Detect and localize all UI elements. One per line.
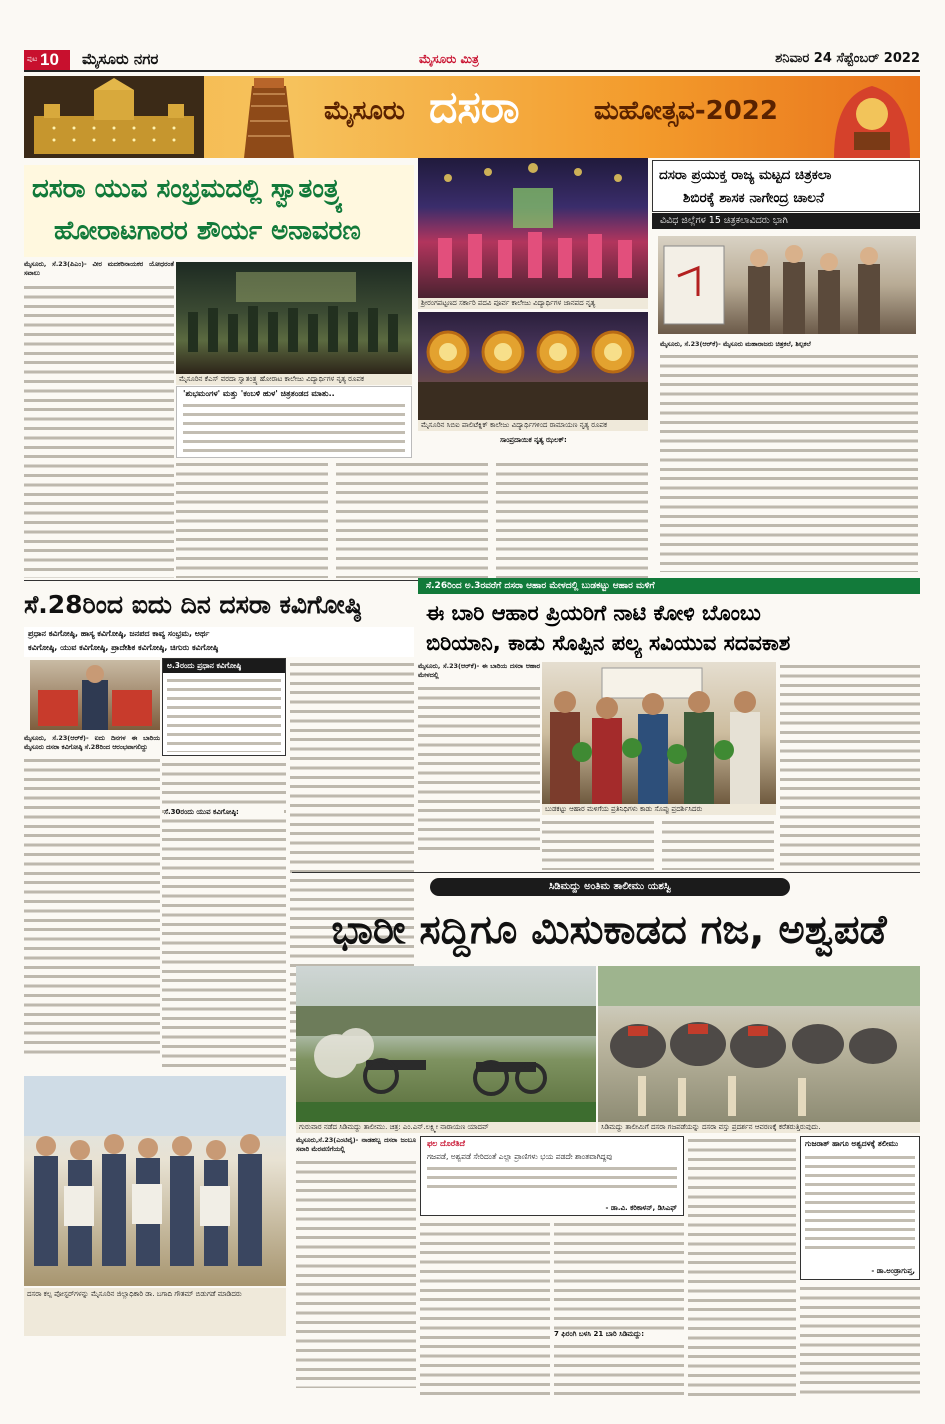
sidebar-text-lines <box>167 676 281 752</box>
story5-text-col3 <box>554 1220 684 1400</box>
officials-with-posters <box>30 660 160 730</box>
headline-line-2: ಶಿಬಿರಕ್ಕೆ ಶಾಸಕ ನಾಗೇಂದ್ರ ಚಾಲನೆ <box>683 190 825 206</box>
story5-photo-elephants <box>598 966 920 1122</box>
text-lines <box>24 283 174 578</box>
quote-title: 'ಶುಭಮಂಗಳ' ಮತ್ತು 'ಕಂಬಳಿ ಹುಳ' ಚಿತ್ರತಂಡದ ಮಾತು.. <box>183 389 335 398</box>
story5-photo-cannons <box>296 966 596 1122</box>
section-title: ಮೈಸೂರು ನಗರ <box>82 50 159 68</box>
story5-strap: ಸಿಡಿಮದ್ದು ಅಂತಿಮ ತಾಲೀಮು ಯಶಸ್ವಿ <box>430 878 790 896</box>
quote-box-lines <box>427 1164 677 1194</box>
elephant-procession <box>598 966 920 1122</box>
story2-strap: ವಿವಿಧ ಜಿಲ್ಲೆಗಳ 15 ಚಿತ್ರಕಲಾವಿದರು ಭಾಗಿ <box>652 213 920 229</box>
story-painting-camp-headline <box>652 160 920 212</box>
story3-headline: ಸೆ.28ರಿಂದ ಐದು ದಿನ ದಸರಾ ಕವಿಗೋಷ್ಠಿ <box>24 590 362 619</box>
banner-word-dasara: ದಸರಾ <box>429 82 520 133</box>
story5-headline: ಭಾರೀ ಸದ್ದಿಗೂ ಮಿಸುಕಾಡದ ಗಜ, ಅಶ್ವಪಡೆ <box>331 907 887 953</box>
page-number: 10 <box>40 50 59 69</box>
story4-headline <box>418 598 920 658</box>
group-holding-posters <box>24 1076 286 1286</box>
text-lines <box>176 460 650 578</box>
page-label: ಪುಟ <box>27 55 38 63</box>
sidebar-title: ಅ.3ರಂದು ಪ್ರಧಾನ ಕವಿಗೋಷ್ಠಿ <box>163 659 285 673</box>
story1-quote-box <box>176 386 412 458</box>
story4-text-col3 <box>780 662 920 870</box>
text-lines <box>24 756 160 1056</box>
quote-box-text: ಗಜಪಡೆ, ಅಶ್ವಪಡೆ ಸೇರಿದಂತೆ ಎಲ್ಲಾ ಪ್ರಾಣಿಗಳು ಭಯ ಪಡದೇ ಶಾಂತವಾಗಿದ್ದವು <box>427 1152 613 1161</box>
headline-line-1: ದಸರಾ ಯುವ ಸಂಭ್ರಮದಲ್ಲಿ ಸ್ವಾತಂತ್ರ್ಯ <box>32 174 344 204</box>
story4-byline: ಮೈಸೂರು, ಸೆ.23(ಆರ್‌ಕೆ)- ಈ ಬಾರಿಯ ದಸರಾ ಆಹಾರ ಮೇಳದಲ್ಲಿ <box>418 662 540 680</box>
page-number-badge <box>24 50 70 70</box>
story1-subhead: ಸಾಂಪ್ರದಾಯಿಕ ನೃತ್ಯ ಝಲಕ್: <box>500 436 567 444</box>
story2-byline: ಮೈಸೂರು, ಸೆ.23(ಆರ್‌ಕೆ)- ಮೈಸೂರು ಮಹಾರಾಜರು ಚಿತ್ರಕಲೆ, ಶಿಲ್ಪಕಲೆ <box>660 340 811 348</box>
people-with-leaves <box>542 662 776 804</box>
jamboo-savari-illustration <box>824 76 920 158</box>
right-box-signature: - ಡಾ.ಅಂಡ್ರಾಗುಪ್ತ, <box>871 1267 915 1275</box>
story5-subhead: 7 ಫಿರಂಗಿ ಬಳಸಿ 21 ಬಾರಿ ಸಿಡಿಮದ್ದು: <box>554 1330 684 1341</box>
quote-box-title: ಫಲ ದೊರೆತಿದೆ <box>427 1139 465 1148</box>
story1-photo-lion-masks <box>418 312 648 420</box>
story5-photo2-caption: ಸಿಡಿಮದ್ದು ತಾಲೀಮಿಗೆ ದಸರಾ ಗಜಪಡೆಯನ್ನು ದಸರಾ ವಸ್ತು ಪ್ರದರ್ಶನ ಆವರಣಕ್ಕೆ ಕರೆತರುತ್ತಿರುವುದು. <box>598 1122 920 1133</box>
paper-name: ಮೈಸೂರು ಮಿತ್ರ <box>419 52 479 66</box>
story5-byline: ಮೈಸೂರು,ಸೆ.23(ಎಂಟಿವೈ)- ನಾಡಹಬ್ಬ ದಸರಾ ಜಂಬೂ ಸವಾರಿ ಮೆರವಣಿಗೆಯಲ್ಲಿ <box>296 1136 416 1154</box>
story1-photo1-caption: ಮೈಸೂರಿನ ಕೆಎಸ್ ವರದಾ ಸ್ವಾತಂತ್ರ್ಯ ಹೋರಾಟ ಕಾಲೇಜು ವಿದ್ಯಾರ್ಥಿಗಳ ನೃತ್ಯ ರೂಪಕ <box>176 374 412 385</box>
story1-photo-folk-dance <box>418 158 648 298</box>
story3-byline: ಮೈಸೂರು, ಸೆ.23(ಆರ್‌ಕೆ)- ಐದು ದಿನಗಳ ಈ ಬಾರಿಯ ಮೈಸೂರು ದಸರಾ ಕವಿಗೋಷ್ಠಿ ಸೆ.28ರಿಂದ ಆರಂಭವಾಗಲಿದ್ದು <box>24 734 160 752</box>
story3-text-col2 <box>162 760 286 1072</box>
story3-photo-poster-release <box>30 660 160 730</box>
story5-text-col2 <box>420 1220 550 1400</box>
headline-line-2: ಹೋರಾಟಗಾರರ ಶೌರ್ಯ ಅನಾವರಣ <box>54 216 361 246</box>
story3-subhead: ಸೆ.30ರಂದು ಯುವ ಕವಿಗೋಷ್ಠಿ: <box>164 808 284 819</box>
headline-line-1: ದಸರಾ ಪ್ರಯುಕ್ತ ರಾಜ್ಯ ಮಟ್ಟದ ಚಿತ್ರಕಲಾ <box>659 167 832 183</box>
headline-line-2: ಬಿರಿಯಾನಿ, ಕಾಡು ಸೊಪ್ಪಿನ ಪಲ್ಯ ಸವಿಯುವ ಸದವಕಾಶ <box>426 631 791 655</box>
story4-photo-tribal-food <box>542 662 776 804</box>
lion-mask-dancers <box>418 312 648 420</box>
strap-line-1: ಪ್ರಧಾನ ಕವಿಗೋಷ್ಠಿ, ಹಾಸ್ಯ ಕವಿಗೋಷ್ಠಿ, ಜನಪದ ಕಾವ್ಯ ಸಂಭ್ರಮ, ಅರ್ಥ <box>28 629 210 638</box>
story4-text-col1 <box>418 662 540 858</box>
strap-line-2: ಕವಿಗೋಷ್ಠಿ, ಯುವ ಕವಿಗೋಷ್ಠಿ, ಪ್ರಾದೇಶಿಕ ಕವಿಗೋಷ್ಠಿ, ಚಿಗುರು ಕವಿಗೋಷ್ಠಿ <box>28 643 219 652</box>
story3-text-col1 <box>24 734 160 1072</box>
quote-box-signature: - ಡಾ.ವಿ. ಕರಿಕಾಳನ್, ಡಿಸಿಎಫ್ <box>605 1204 677 1212</box>
palace-illustration <box>24 76 204 158</box>
text-lines <box>296 1158 416 1388</box>
story3-sidebar <box>162 658 286 756</box>
story3-photo-caption: ದಸರಾ ಕಲ್ಪ ಪೋಸ್ಟರ್‌ಗಳನ್ನು ಮೈಸೂರಿನ ಜಿಲ್ಲಾಧಿಕಾರಿ ಡಾ. ಬಗಾದಿ ಗೌತಮ್ ಬಿಡುಗಡೆ ಮಾಡಿದರು <box>24 1288 286 1336</box>
story1-text-bottom <box>176 460 650 578</box>
story1-photo3-caption: ಮೈಸೂರಿನ ಸಿಬಿಐ ಪಾಲಿಟೆಕ್ನಿಕ್ ಕಾಲೇಜು ವಿದ್ಯಾರ್ಥಿಗಳಿಂದ ರಾಮಾಯಣ ನೃತ್ಯ ರೂಪಕ <box>418 420 648 431</box>
story1-text-col1 <box>24 260 174 578</box>
headline-line-1: ಈ ಬಾರಿ ಆಹಾರ ಪ್ರಿಯರಿಗೆ ನಾಟಿ ಕೋಳಿ ಬೊಂಬು <box>426 601 761 625</box>
story5-text-col5 <box>800 1284 920 1400</box>
story4-strap: ಸೆ.26ರಿಂದ ಅ.3ರವರೆಗೆ ದಸರಾ ಆಹಾರ ಮೇಳದಲ್ಲಿ ಬುಡಕಟ್ಟು ಆಹಾರ ಮಳಿಗೆ <box>418 578 920 594</box>
stage-lights <box>418 158 648 298</box>
story5-quote-box <box>420 1136 684 1216</box>
story2-photo-inauguration <box>658 236 916 334</box>
story-yuva-sambhrama-headline <box>24 165 414 257</box>
text-lines <box>660 352 918 572</box>
story5-text-col1 <box>296 1136 416 1400</box>
story1-photo2-caption: ಶ್ರೀರಂಗಪಟ್ಟಣದ ಸರ್ಕಾರಿ ಪದವಿ ಪೂರ್ವ ಕಾಲೇಜು ವಿದ್ಯಾರ್ಥಿಗಳ ಜಾನಪದ ನೃತ್ಯ <box>418 298 648 309</box>
text-lines <box>418 684 540 854</box>
right-box-lines <box>805 1153 915 1253</box>
story5-photo1-caption: ಗುರುವಾರ ನಡೆದ ಸಿಡಿಮದ್ದು ತಾಲೀಮು. ಚಿತ್ರ: ಎಂ.ಎನ್.ಲಕ್ಷ್ಮೀ ನಾರಾಯಣ ಯಾದವ್ <box>296 1122 596 1133</box>
banner-word-mysuru: ಮೈಸೂರು <box>324 96 405 126</box>
people-at-canvas <box>658 236 916 334</box>
quote-text-lines <box>183 401 405 455</box>
story4-text-col2 <box>542 818 776 870</box>
story5-right-box <box>800 1136 920 1280</box>
story4-photo-caption: ಬುಡಕಟ್ಟು ಆಹಾರ ಮಳಿಗೆಯ ಪ್ರತಿನಿಧಿಗಳು ಕಾಡು ಸೊಪ್ಪು ಪ್ರದರ್ಶಿಸಿದರು <box>542 804 776 815</box>
dasara-banner <box>24 76 920 158</box>
story1-byline: ಮೈಸೂರು, ಸೆ.23(ಪಿಎಂ)- ವೀರ ಮದಕರಿನಾಯಕರ ಯೋಧರಂತೆ ಸವಾಲು <box>24 260 174 278</box>
temple-tower-illustration <box>224 76 314 158</box>
issue-date: ಶನಿವಾರ 24 ಸೆಪ್ಟೆಂಬರ್ 2022 <box>775 51 920 66</box>
dancers-silhouettes <box>176 262 412 374</box>
page-header <box>24 48 920 72</box>
story3-photo-group <box>24 1076 286 1286</box>
banner-word-mahotsava: ಮಹೋತ್ಸವ-2022 <box>594 96 778 126</box>
story3-strap <box>24 627 414 657</box>
story1-photo-soldiers-dance <box>176 262 412 374</box>
story2-text <box>660 340 918 578</box>
divider-mid <box>292 872 920 873</box>
story5-text-col4 <box>688 1136 796 1400</box>
right-box-title: ಗುಜರಾತ್ ಹಾಗೂ ಅಶ್ವದಳಕ್ಕೆ ತಲೀಮು <box>805 1139 899 1148</box>
cannon-rehearsal-scene <box>296 966 596 1122</box>
